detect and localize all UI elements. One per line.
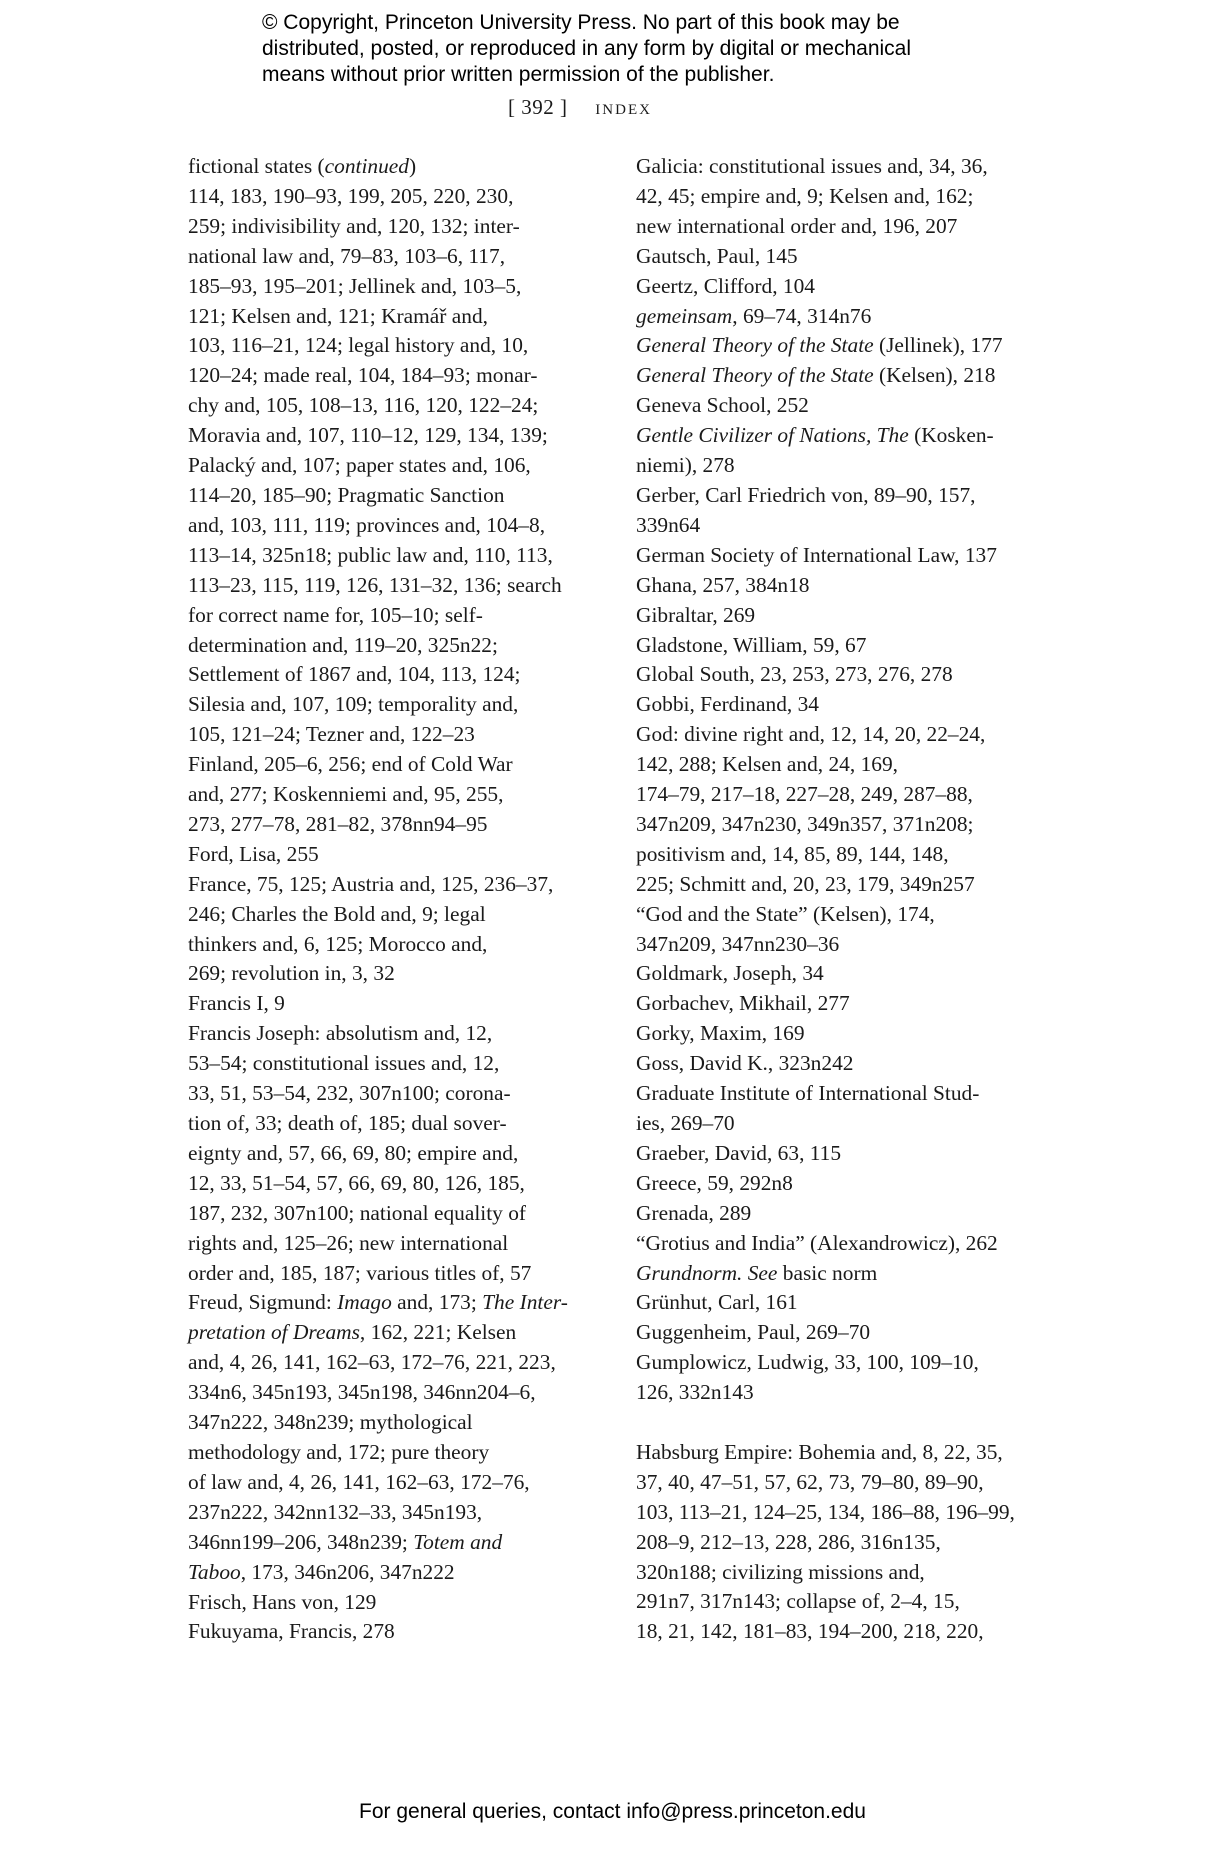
index-entry-line: Geneva School, 252: [636, 393, 809, 418]
index-entry-line: positivism and, 14, 85, 89, 144, 148,: [636, 841, 949, 866]
index-entry: [636, 272, 1056, 302]
index-entry-line: Palacký and, 107; paper states and, 106,: [188, 453, 531, 478]
index-entry-line: 187, 232, 307n100; national equality of: [188, 1200, 527, 1225]
index-entry: [636, 1079, 1056, 1139]
index-entry-line: Settlement of 1867 and, 104, 113, 124;: [188, 662, 521, 687]
index-entry-line: methodology and, 172; pure theory: [188, 1439, 490, 1464]
index-entry-line: rights and, 125–26; new international: [188, 1230, 509, 1255]
index-entry-line: Ford, Lisa, 255: [188, 841, 319, 866]
index-entry-line: 334n6, 345n193, 345n198, 346nn204–6,: [188, 1380, 536, 1405]
index-entry-line: 105, 121–24; Tezner and, 122–23: [188, 722, 475, 747]
index-entry: [636, 571, 1056, 601]
index-entry-line: Gorky, Maxim, 169: [636, 1021, 805, 1046]
index-entry-line: Gautsch, Paul, 145: [636, 243, 798, 268]
index-entry-line: General Theory of the State (Jellinek), 177: [636, 333, 1003, 358]
index-entry: [636, 1199, 1056, 1229]
index-entry-line: 103, 113–21, 124–25, 134, 186–88, 196–99,: [636, 1499, 1015, 1524]
index-entry-line: 126, 332n143: [636, 1380, 754, 1405]
index-entry: [188, 870, 608, 990]
index-entry-line: “Grotius and India” (Alexandrowicz), 262: [636, 1230, 998, 1255]
index-entry-line: Guggenheim, Paul, 269–70: [636, 1320, 871, 1345]
index-entry-line: Finland, 205–6, 256; end of Cold War: [188, 752, 513, 777]
index-entry-line: Freud, Sigmund: Imago and, 173; The Inter-: [188, 1290, 568, 1315]
index-entry-line: 18, 21, 142, 181–83, 194–200, 218, 220,: [636, 1619, 984, 1644]
index-entry-line: God: divine right and, 12, 14, 20, 22–24,: [636, 722, 986, 747]
index-entry-line: fictional states (continued): [188, 154, 417, 178]
index-entry-line: of law and, 4, 26, 141, 162–63, 172–76,: [188, 1469, 530, 1494]
index-entry-line: Taboo, 173, 346n206, 347n222: [188, 1559, 455, 1584]
index-entry: [636, 631, 1056, 661]
index-entry-line: Grundnorm. See basic norm: [636, 1260, 878, 1285]
index-entry-line: Greece, 59, 292n8: [636, 1170, 793, 1195]
index-entry: [636, 900, 1056, 960]
index-entry: [636, 1348, 1056, 1408]
index-entry: [636, 421, 1056, 481]
index-entry: [636, 601, 1056, 631]
index-entry: [636, 152, 1056, 242]
index-entry-line: 37, 40, 47–51, 57, 62, 73, 79–80, 89–90,: [636, 1469, 984, 1494]
index-entry-line: 120–24; made real, 104, 184–93; monar-: [188, 363, 538, 388]
index-entry-line: 237n222, 342nn132–33, 345n193,: [188, 1499, 483, 1524]
index-entry-line: order and, 185, 187; various titles of, 57: [188, 1260, 532, 1285]
index-entry: [188, 989, 608, 1019]
index-entry-line: 114–20, 185–90; Pragmatic Sanction: [188, 482, 505, 507]
index-entry: [188, 1019, 608, 1288]
index-entry-line: and, 4, 26, 141, 162–63, 172–76, 221, 223,: [188, 1350, 556, 1375]
index-entry-line: Gerber, Carl Friedrich von, 89–90, 157,: [636, 482, 976, 507]
index-entry-line: 225; Schmitt and, 20, 23, 179, 349n257: [636, 871, 975, 896]
index-entry: [636, 302, 1056, 332]
index-entry-line: 103, 116–21, 124; legal history and, 10,: [188, 333, 529, 358]
index-entry-line: German Society of International Law, 137: [636, 542, 997, 567]
index-entry-line: Gentle Civilizer of Nations, The (Kosken-: [636, 423, 994, 448]
index-entry-line: 42, 45; empire and, 9; Kelsen and, 162;: [636, 183, 974, 208]
index-entry: [636, 1049, 1056, 1079]
footer-contact: For general queries, contact info@press.princeton.edu: [359, 1800, 866, 1823]
index-entry-line: 339n64: [636, 512, 701, 537]
index-entry-line: Gibraltar, 269: [636, 602, 756, 627]
index-entry-line: Geertz, Clifford, 104: [636, 273, 816, 298]
index-entry-line: 347n222, 348n239; mythological: [188, 1410, 473, 1435]
index-entry-line: 142, 288; Kelsen and, 24, 169,: [636, 752, 899, 777]
index-entry-line: 33, 51, 53–54, 232, 307n100; corona-: [188, 1081, 511, 1106]
index-entry-line: determination and, 119–20, 325n22;: [188, 632, 498, 657]
index-entry-line: “God and the State” (Kelsen), 174,: [636, 901, 935, 926]
index-entry: [188, 1588, 608, 1618]
page-number: [ 392 ]: [508, 95, 568, 119]
copyright-line: © Copyright, Princeton University Press. No part of this book may be: [262, 11, 900, 34]
index-entry-line: chy and, 105, 108–13, 116, 120, 122–24;: [188, 393, 539, 418]
index-entry: [636, 391, 1056, 421]
index-entry-line: 185–93, 195–201; Jellinek and, 103–5,: [188, 273, 522, 298]
index-entry-line: thinkers and, 6, 125; Morocco and,: [188, 931, 488, 956]
index-entry-line: France, 75, 125; Austria and, 125, 236–37,: [188, 871, 554, 896]
index-entry: [636, 1318, 1056, 1348]
index-entry: [636, 1259, 1056, 1289]
index-entry-line: 114, 183, 190–93, 199, 205, 220, 230,: [188, 183, 514, 208]
index-entry-line: Ghana, 257, 384n18: [636, 572, 810, 597]
copyright-line: distributed, posted, or reproduced in any form by digital or mechanical: [262, 37, 912, 60]
index-entry-line: new international order and, 196, 207: [636, 213, 958, 238]
index-entry-line: Moravia and, 107, 110–12, 129, 134, 139;: [188, 423, 548, 448]
index-entry-line: and, 277; Koskenniemi and, 95, 255,: [188, 782, 504, 807]
index-entry-line: 53–54; constitutional issues and, 12,: [188, 1051, 500, 1076]
index-entry-line: pretation of Dreams, 162, 221; Kelsen: [188, 1320, 517, 1345]
index-entry-line: gemeinsam, 69–74, 314n76: [636, 303, 872, 328]
index-entry-line: Galicia: constitutional issues and, 34, 36,: [636, 154, 988, 178]
index-entry-line: 208–9, 212–13, 228, 286, 316n135,: [636, 1529, 941, 1554]
running-head: [0, 94, 1160, 120]
index-entry-line: Grünhut, Carl, 161: [636, 1290, 798, 1315]
index-entry: [636, 361, 1056, 391]
index-entry-line: Gladstone, William, 59, 67: [636, 632, 867, 657]
index-entry: [636, 720, 1056, 899]
index-entry-line: for correct name for, 105–10; self-: [188, 602, 483, 627]
index-entry: [636, 1169, 1056, 1199]
index-entry: [636, 242, 1056, 272]
index-entry: [188, 1288, 608, 1587]
index-entry-line: Graeber, David, 63, 115: [636, 1140, 842, 1165]
index-entry: [188, 152, 608, 750]
index-entry-line: 273, 277–78, 281–82, 378nn94–95: [188, 811, 488, 836]
copyright-notice: [262, 10, 1022, 88]
index-entry-line: 347n209, 347n230, 349n357, 371n208;: [636, 811, 974, 836]
index-entry-line: 174–79, 217–18, 227–28, 249, 287–88,: [636, 782, 973, 807]
index-entry-line: 113–14, 325n18; public law and, 110, 113,: [188, 542, 553, 567]
index-entry: [636, 1229, 1056, 1259]
index-entry-line: Habsburg Empire: Bohemia and, 8, 22, 35,: [636, 1439, 1003, 1464]
copyright-line: means without prior written permission of the publisher.: [262, 63, 775, 86]
index-entry: [636, 690, 1056, 720]
index-entry-line: Frisch, Hans von, 129: [188, 1589, 377, 1614]
index-entry-line: and, 103, 111, 119; provinces and, 104–8,: [188, 512, 546, 537]
index-entry: [188, 840, 608, 870]
index-entry: [636, 959, 1056, 989]
index-entry: [188, 750, 608, 840]
index-entry-line: niemi), 278: [636, 453, 735, 478]
index-entry-line: Francis Joseph: absolutism and, 12,: [188, 1021, 493, 1046]
index-entry-line: Gumplowicz, Ludwig, 33, 100, 109–10,: [636, 1350, 979, 1375]
index-column-left: [188, 152, 608, 1647]
index-entry: [636, 481, 1056, 541]
index-entry-line: 259; indivisibility and, 120, 132; inter-: [188, 213, 520, 238]
index-entry-line: tion of, 33; death of, 185; dual sover-: [188, 1111, 507, 1135]
index-entry: [636, 989, 1056, 1019]
index-entry-line: 113–23, 115, 119, 126, 131–32, 136; search: [188, 572, 562, 597]
index-entry: [636, 331, 1056, 361]
index-letter-gap: [636, 1408, 1056, 1438]
index-entry: [636, 1139, 1056, 1169]
index-entry: [636, 1019, 1056, 1049]
index-entry-line: Gobbi, Ferdinand, 34: [636, 692, 819, 717]
index-entry-line: Goldmark, Joseph, 34: [636, 961, 824, 986]
index-entry-line: 346nn199–206, 348n239; Totem and: [188, 1529, 503, 1554]
index-entry-line: 269; revolution in, 3, 32: [188, 961, 395, 986]
index-entry-line: national law and, 79–83, 103–6, 117,: [188, 243, 506, 268]
index-entry-line: Grenada, 289: [636, 1200, 752, 1225]
index-entry: [188, 1617, 608, 1647]
index-entry-line: 246; Charles the Bold and, 9; legal: [188, 901, 486, 926]
index-entry-line: 347n209, 347nn230–36: [636, 931, 840, 956]
index-entry: [636, 1438, 1056, 1647]
index-entry-line: Francis I, 9: [188, 991, 285, 1016]
index-entry-line: 121; Kelsen and, 121; Kramář and,: [188, 303, 488, 328]
index-entry-line: Goss, David K., 323n242: [636, 1051, 854, 1076]
index-column-right: [636, 152, 1056, 1647]
index-entry-line: 320n188; civilizing missions and,: [636, 1559, 925, 1584]
index-entry-line: Fukuyama, Francis, 278: [188, 1619, 395, 1644]
index-entry-line: 12, 33, 51–54, 57, 66, 69, 80, 126, 185,: [188, 1170, 525, 1195]
index-entry-line: eignty and, 57, 66, 69, 80; empire and,: [188, 1140, 519, 1165]
index-entry: [636, 660, 1056, 690]
index-entry-line: Global South, 23, 253, 273, 276, 278: [636, 662, 953, 687]
index-entry-line: Graduate Institute of International Stud-: [636, 1081, 980, 1106]
index-entry: [636, 541, 1056, 571]
index-entry-line: Silesia and, 107, 109; temporality and,: [188, 692, 519, 717]
index-entry-line: General Theory of the State (Kelsen), 218: [636, 363, 996, 388]
section-title: index: [595, 94, 652, 119]
index-entry-line: Gorbachev, Mikhail, 277: [636, 991, 850, 1016]
index-entry-line: 291n7, 317n143; collapse of, 2–4, 15,: [636, 1589, 960, 1614]
index-entry: [636, 1288, 1056, 1318]
index-entry-line: ies, 269–70: [636, 1111, 735, 1135]
